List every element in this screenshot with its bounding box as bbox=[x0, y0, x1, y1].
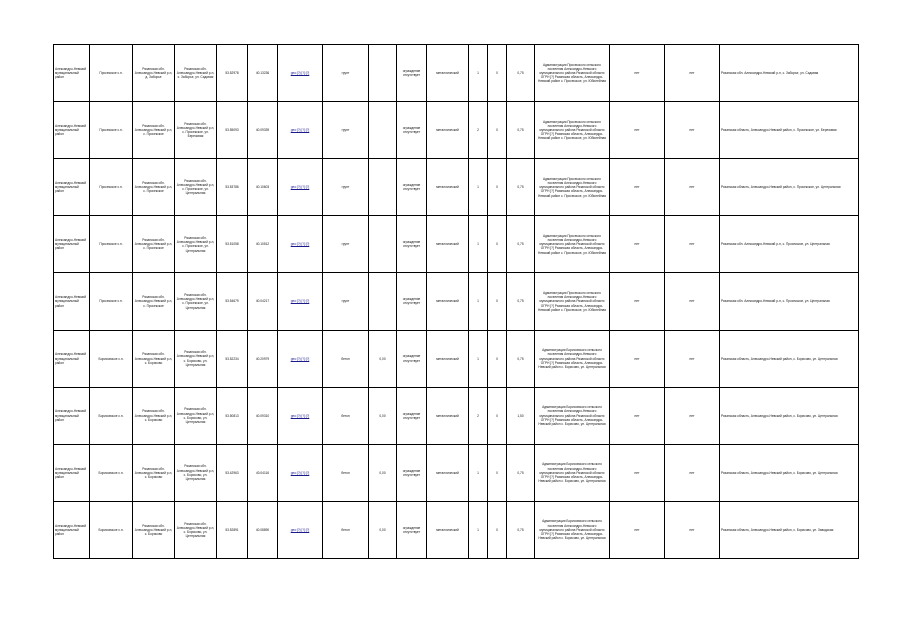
cell-fence: ограждение отсутствует bbox=[397, 273, 427, 330]
cell-lat: 53.42963 bbox=[217, 444, 248, 501]
cell-volume: 0,75 bbox=[507, 102, 535, 159]
cell-container-type: металлический bbox=[427, 444, 469, 501]
cell-count: 1 bbox=[469, 501, 488, 558]
cell-settlement: Борисовское с.п. bbox=[90, 501, 133, 558]
cell-address-short: Рязанская обл. Александро-Невский р-н, с. Борисово bbox=[133, 387, 175, 444]
cell-volume: 0,75 bbox=[507, 273, 535, 330]
cell-address-full: Рязанская обл. Александро-Невский р-н, с. Борисово, ул. Центральная bbox=[175, 501, 217, 558]
cell-volume: 0,75 bbox=[507, 444, 535, 501]
cell-lat: 53.55093 bbox=[217, 102, 248, 159]
cell-surface: грунт bbox=[323, 159, 369, 216]
table-row bbox=[54, 273, 859, 330]
table-row bbox=[54, 330, 859, 387]
cell-operator: Администрация Просекского сельского поселения Александро-Невского муниципального района Рязанской области ОГРН [?] Рязанская область, Александро-Невский район с. Просекское, ул. Юбилейная bbox=[535, 216, 610, 273]
cell-area: 0,00 bbox=[369, 501, 397, 558]
cell-operator: Администрация Борисовского сельского поселения Александро-Невского муниципального района Рязанской области ОГРН [?] Рязанская область, Александро-Невский район с. Борисово, ул. Центральная bbox=[535, 387, 610, 444]
cell-lon: 40.04116 bbox=[248, 444, 278, 501]
cell-address-short: Рязанская обл. Александро-Невский р-н, с. Просекское bbox=[133, 102, 175, 159]
cell-flag1: нет bbox=[610, 102, 665, 159]
cell-source: Рязанская область, Александро-Невский район, с. Просекское, ул. Березовая bbox=[720, 102, 859, 159]
cell-count2: 0 bbox=[488, 273, 507, 330]
table-row bbox=[54, 102, 859, 159]
cell-settlement: Просекское с.п. bbox=[90, 159, 133, 216]
cell-lat: 53.53786 bbox=[217, 159, 248, 216]
cell-count: 1 bbox=[469, 273, 488, 330]
cell-surface: бетон bbox=[323, 501, 369, 558]
cell-link[interactable]: geo:[?]:[?]:[?] bbox=[278, 159, 323, 216]
cell-address-short: Рязанская обл. Александро-Невский р-н, с. Просекское bbox=[133, 273, 175, 330]
cell-address-full: Рязанская обл. Александро-Невский р-н, с. Заборье, ул. Садовая bbox=[175, 45, 217, 102]
cell-operator: Администрация Просекского сельского поселения Александро-Невского муниципального района Рязанской области ОГРН [?] Рязанская область, Александро-Невский район с. Просекское, ул. Юбилейная bbox=[535, 102, 610, 159]
table-row bbox=[54, 387, 859, 444]
cell-surface: бетон bbox=[323, 387, 369, 444]
cell-name: Александро-Невский муниципальный район bbox=[54, 159, 90, 216]
cell-lon: 40.08890 bbox=[248, 501, 278, 558]
cell-volume: 1,50 bbox=[507, 387, 535, 444]
cell-address-full: Рязанская обл. Александро-Невский р-н, с. Борисово, ул. Центральная bbox=[175, 330, 217, 387]
cell-surface: бетон bbox=[323, 444, 369, 501]
cell-link[interactable]: geo:[?]:[?]:[?] bbox=[278, 387, 323, 444]
cell-container-type: металлический bbox=[427, 330, 469, 387]
cell-address-full: Рязанская обл. Александро-Невский р-н, с. Борисово, ул. Центральная bbox=[175, 444, 217, 501]
cell-count2: 0 bbox=[488, 45, 507, 102]
cell-link[interactable]: geo:[?]:[?]:[?] bbox=[278, 102, 323, 159]
cell-lon: 40.04217 bbox=[248, 273, 278, 330]
cell-surface: грунт bbox=[323, 45, 369, 102]
cell-volume: 0,75 bbox=[507, 45, 535, 102]
cell-flag1: нет bbox=[610, 159, 665, 216]
cell-name: Александро-Невский муниципальный район bbox=[54, 45, 90, 102]
cell-lat: 53.54679 bbox=[217, 273, 248, 330]
cell-flag1: нет bbox=[610, 45, 665, 102]
cell-name: Александро-Невский муниципальный район bbox=[54, 102, 90, 159]
cell-flag2: нет bbox=[665, 45, 720, 102]
cell-link[interactable]: geo:[?]:[?]:[?] bbox=[278, 216, 323, 273]
cell-fence: ограждение отсутствует bbox=[397, 102, 427, 159]
table-row bbox=[54, 444, 859, 501]
cell-container-type: металлический bbox=[427, 387, 469, 444]
cell-lon: 40.10512 bbox=[248, 216, 278, 273]
cell-area bbox=[369, 45, 397, 102]
cell-area: 0,00 bbox=[369, 387, 397, 444]
cell-source: Рязанская область, Александро-Невский район, с. Борисово, ул. Заводская bbox=[720, 501, 859, 558]
cell-fence: ограждение отсутствует bbox=[397, 387, 427, 444]
cell-address-short: Рязанская обл. Александро-Невский р-н, с. Просекское bbox=[133, 159, 175, 216]
cell-address-full: Рязанская обл. Александро-Невский р-н, с. Просекское, ул. Березовая bbox=[175, 102, 217, 159]
cell-lat: 53.52891 bbox=[217, 501, 248, 558]
cell-lon: 40.13236 bbox=[248, 45, 278, 102]
cell-area bbox=[369, 273, 397, 330]
cell-flag2: нет bbox=[665, 273, 720, 330]
cell-count: 2 bbox=[469, 102, 488, 159]
cell-volume: 0,75 bbox=[507, 330, 535, 387]
cell-settlement: Просекское с.п. bbox=[90, 102, 133, 159]
cell-link[interactable]: geo:[?]:[?]:[?] bbox=[278, 45, 323, 102]
cell-flag2: нет bbox=[665, 501, 720, 558]
cell-flag2: нет bbox=[665, 330, 720, 387]
table-row bbox=[54, 501, 859, 558]
cell-operator: Администрация Просекского сельского поселения Александро-Невского муниципального района Рязанской области ОГРН [?] Рязанская область, Александро-Невский район с. Просекское, ул. Юбилейная bbox=[535, 273, 610, 330]
cell-container-type: металлический bbox=[427, 45, 469, 102]
cell-flag2: нет bbox=[665, 216, 720, 273]
registry-table bbox=[53, 44, 859, 559]
cell-count2: 0 bbox=[488, 216, 507, 273]
cell-settlement: Борисовское с.п. bbox=[90, 387, 133, 444]
cell-address-short: Рязанская обл. Александро-Невский р-н, с. Борисово bbox=[133, 444, 175, 501]
cell-area: 0,00 bbox=[369, 444, 397, 501]
cell-fence: ограждение отсутствует bbox=[397, 444, 427, 501]
cell-flag1: нет bbox=[610, 501, 665, 558]
cell-area bbox=[369, 102, 397, 159]
cell-count: 2 bbox=[469, 387, 488, 444]
cell-operator: Администрация Борисовского сельского поселения Александро-Невского муниципального района Рязанской области ОГРН [?] Рязанская область, Александро-Невский район с. Борисово, ул. Центральная bbox=[535, 501, 610, 558]
cell-settlement: Просекское с.п. bbox=[90, 45, 133, 102]
cell-link[interactable]: geo:[?]:[?]:[?] bbox=[278, 273, 323, 330]
cell-lat: 53.52234 bbox=[217, 330, 248, 387]
cell-volume: 0,75 bbox=[507, 159, 535, 216]
cell-settlement: Просекское с.п. bbox=[90, 273, 133, 330]
cell-fence: ограждение отсутствует bbox=[397, 330, 427, 387]
cell-source: Рязанская область, Александро-Невский район, с. Борисово, ул. Центральная bbox=[720, 387, 859, 444]
cell-flag1: нет bbox=[610, 444, 665, 501]
cell-operator: Администрация Просекского сельского поселения Александро-Невского муниципального района Рязанской области ОГРН [?] Рязанская область, Александро-Невский район с. Просекское, ул. Юбилейная bbox=[535, 159, 610, 216]
cell-address-short: Рязанская обл. Александро-Невский р-н, с. Борисово bbox=[133, 330, 175, 387]
cell-flag2: нет bbox=[665, 444, 720, 501]
cell-container-type: металлический bbox=[427, 501, 469, 558]
cell-address-full: Рязанская обл. Александро-Невский р-н, с. Просекское, ул. Центральная bbox=[175, 159, 217, 216]
cell-flag1: нет bbox=[610, 216, 665, 273]
cell-fence: ограждение отсутствует bbox=[397, 501, 427, 558]
cell-settlement: Борисовское с.п. bbox=[90, 330, 133, 387]
table-row bbox=[54, 159, 859, 216]
cell-count: 1 bbox=[469, 45, 488, 102]
cell-address-short: Рязанская обл. Александро-Невский р-н, д. Заборье bbox=[133, 45, 175, 102]
cell-area bbox=[369, 159, 397, 216]
cell-name: Александро-Невский муниципальный район bbox=[54, 273, 90, 330]
cell-fence: ограждение отсутствует bbox=[397, 216, 427, 273]
cell-lon: 40.09310 bbox=[248, 387, 278, 444]
cell-count2: 0 bbox=[488, 444, 507, 501]
cell-name: Александро-Невский муниципальный район bbox=[54, 501, 90, 558]
cell-link[interactable]: geo:[?]:[?]:[?] bbox=[278, 330, 323, 387]
cell-name: Александро-Невский муниципальный район bbox=[54, 216, 90, 273]
cell-flag1: нет bbox=[610, 330, 665, 387]
cell-surface: бетон bbox=[323, 330, 369, 387]
cell-source: Рязанская обл. Александро-Невский р-н, с. Просекское, ул. Центральная bbox=[720, 273, 859, 330]
cell-settlement: Борисовское с.п. bbox=[90, 444, 133, 501]
cell-count2: 0 bbox=[488, 501, 507, 558]
cell-name: Александро-Невский муниципальный район bbox=[54, 444, 90, 501]
cell-area bbox=[369, 216, 397, 273]
cell-flag1: нет bbox=[610, 273, 665, 330]
cell-link[interactable]: geo:[?]:[?]:[?] bbox=[278, 501, 323, 558]
cell-area: 0,00 bbox=[369, 330, 397, 387]
cell-surface: грунт bbox=[323, 273, 369, 330]
cell-lat: 53.51058 bbox=[217, 216, 248, 273]
cell-source: Рязанская обл. Александро-Невский р-н, с. Просекское, ул. Центральная bbox=[720, 216, 859, 273]
cell-container-type: металлический bbox=[427, 102, 469, 159]
cell-flag2: нет bbox=[665, 102, 720, 159]
cell-fence: ограждение отсутствует bbox=[397, 159, 427, 216]
cell-source: Рязанская область, Александро-Невский район, с. Борисово, ул. Центральная bbox=[720, 444, 859, 501]
cell-count: 1 bbox=[469, 330, 488, 387]
cell-name: Александро-Невский муниципальный район bbox=[54, 330, 90, 387]
cell-container-type: металлический bbox=[427, 159, 469, 216]
cell-lat: 53.50813 bbox=[217, 387, 248, 444]
cell-name: Александро-Невский муниципальный район bbox=[54, 387, 90, 444]
cell-count2: 0 bbox=[488, 387, 507, 444]
cell-lon: 40.09339 bbox=[248, 102, 278, 159]
cell-count2: 0 bbox=[488, 330, 507, 387]
cell-count: 1 bbox=[469, 159, 488, 216]
cell-operator: Администрация Борисовского сельского поселения Александро-Невского муниципального района Рязанской области ОГРН [?] Рязанская область, Александро-Невский район с. Борисово, ул. Центральная bbox=[535, 330, 610, 387]
cell-link[interactable]: geo:[?]:[?]:[?] bbox=[278, 444, 323, 501]
cell-surface: грунт bbox=[323, 216, 369, 273]
cell-source: Рязанская область, Александро-Невский район, с. Борисово, ул. Центральная bbox=[720, 330, 859, 387]
cell-volume: 0,75 bbox=[507, 216, 535, 273]
cell-container-type: металлический bbox=[427, 216, 469, 273]
cell-surface: грунт bbox=[323, 102, 369, 159]
cell-settlement: Просекское с.п. bbox=[90, 216, 133, 273]
cell-flag2: нет bbox=[665, 159, 720, 216]
cell-count2: 0 bbox=[488, 159, 507, 216]
cell-address-full: Рязанская обл. Александро-Невский р-н, с. Борисово, ул. Центральная bbox=[175, 387, 217, 444]
cell-flag2: нет bbox=[665, 387, 720, 444]
cell-lat: 53.52978 bbox=[217, 45, 248, 102]
cell-operator: Администрация Просекского сельского поселения Александро-Невского муниципального района Рязанской области ОГРН [?] Рязанская область, Александро-Невский район с. Просекское, ул. Юбилейная bbox=[535, 45, 610, 102]
cell-source: Рязанская обл. Александро-Невский р-н, с. Заборье, ул. Садовая bbox=[720, 45, 859, 102]
cell-count: 1 bbox=[469, 444, 488, 501]
cell-address-short: Рязанская обл. Александро-Невский р-н, с. Борисово bbox=[133, 501, 175, 558]
cell-lon: 40.10603 bbox=[248, 159, 278, 216]
cell-address-full: Рязанская обл. Александро-Невский р-н, с. Просекское, ул. Центральная bbox=[175, 273, 217, 330]
table-row bbox=[54, 45, 859, 102]
cell-count: 1 bbox=[469, 216, 488, 273]
cell-volume: 0,75 bbox=[507, 501, 535, 558]
cell-address-full: Рязанская обл. Александро-Невский р-н, с. Просекское, ул. Центральная bbox=[175, 216, 217, 273]
cell-fence: ограждение отсутствует bbox=[397, 45, 427, 102]
cell-flag1: нет bbox=[610, 387, 665, 444]
cell-count2: 0 bbox=[488, 102, 507, 159]
cell-lon: 40.20979 bbox=[248, 330, 278, 387]
cell-container-type: металлический bbox=[427, 273, 469, 330]
cell-address-short: Рязанская обл. Александро-Невский р-н, с. Просекское bbox=[133, 216, 175, 273]
cell-source: Рязанская область, Александро-Невский район, с. Просекское, ул. Центральная bbox=[720, 159, 859, 216]
table-row bbox=[54, 216, 859, 273]
cell-operator: Администрация Борисовского сельского поселения Александро-Невского муниципального района Рязанской области ОГРН [?] Рязанская область, Александро-Невский район с. Борисово, ул. Центральная bbox=[535, 444, 610, 501]
